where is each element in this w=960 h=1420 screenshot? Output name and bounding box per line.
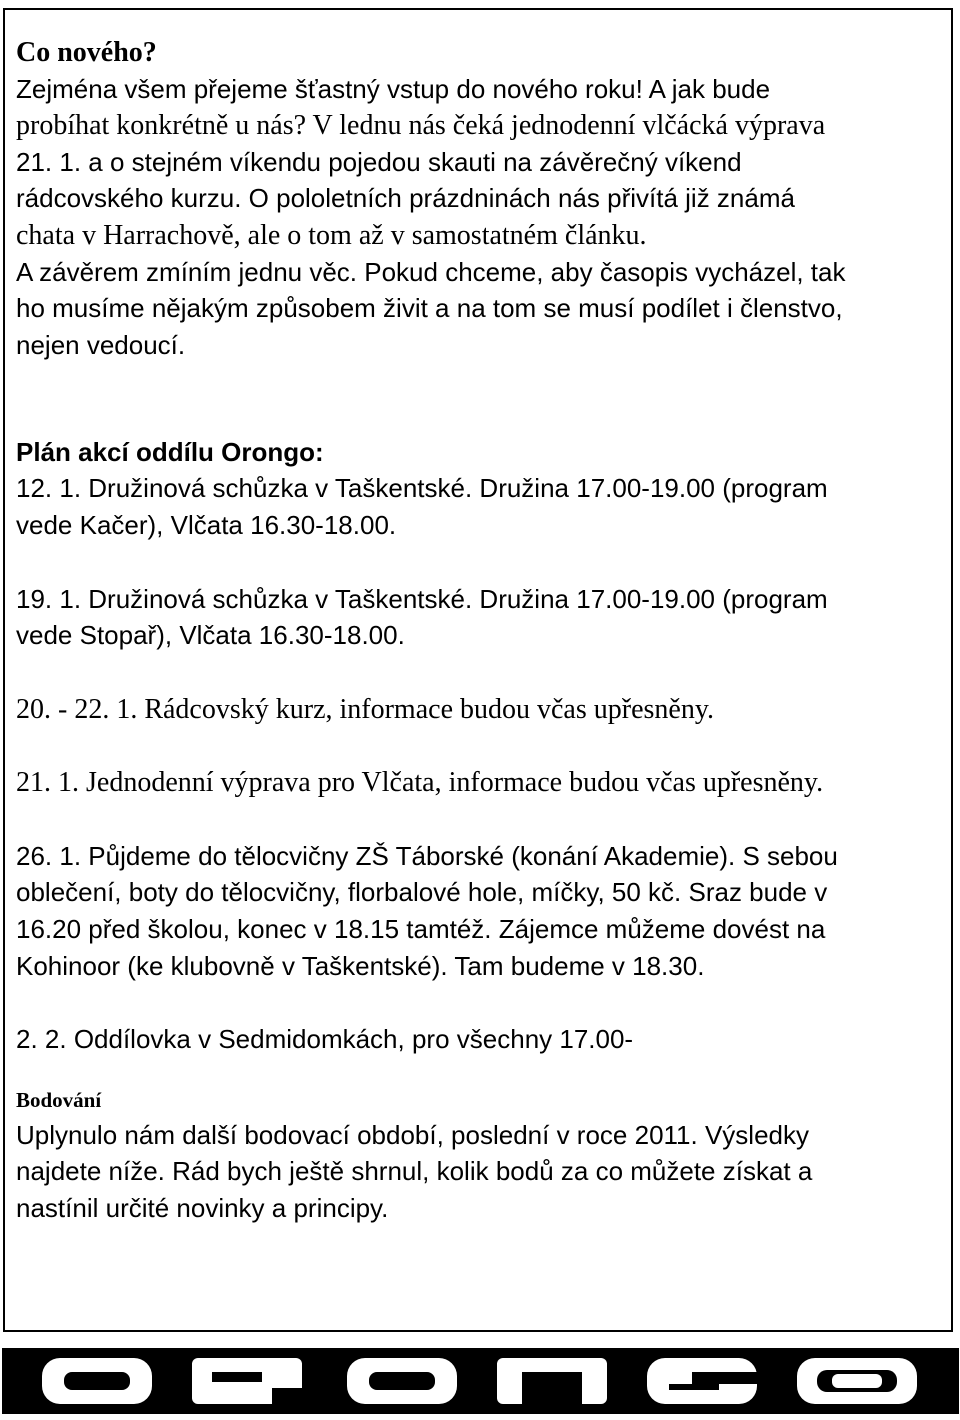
section-heading: Co nového? [16,37,157,68]
text-line: Zejména všem přejeme šťastný vstup do nového roku! A jak bude [16,74,771,104]
orongo-logo-icon [2,1348,959,1414]
event-line: Kohinoor (ke klubovně v Taškentské). Tam budeme v 18.30. [16,951,705,981]
text-line: probíhat konkrétně u nás? V lednu nás čeká jednodenní vlčácká výprava [16,110,826,141]
text-line: nejen vedoucí. [16,330,186,360]
event-line: vede Stopař), Vlčata 16.30-18.00. [16,620,405,650]
text-line: nastínil určité novinky a principy. [16,1193,389,1223]
text-line: ho musíme nějakým způsobem živit a na tom se musí podílet i členstvo, [16,293,843,323]
event-line: 26. 1. Půjdeme do tělocvičny ZŠ Táborské (konání Akademie). S sebou [16,841,838,871]
text-line: A závěrem zmíním jednu věc. Pokud chceme, aby časopis vycházel, tak [16,257,846,287]
text-line: chata v Harrachově, ale o tom až v samostatném článku. [16,220,647,251]
event-line: oblečení, boty do tělocvičny, florbalové hole, míčky, 50 kč. Sraz bude v [16,877,828,907]
event-line: vede Kačer), Vlčata 16.30-18.00. [16,510,397,540]
text-line: najdete níže. Rád bych ještě shrnul, kolik bodů za co můžete získat a [16,1156,813,1186]
text-line: rádcovského kurzu. O pololetních prázdninách nás přivítá již známá [16,183,795,213]
event-line: 12. 1. Družinová schůzka v Taškentské. Družina 17.00-19.00 (program [16,473,828,503]
event-line: 19. 1. Družinová schůzka v Taškentské. Družina 17.00-19.00 (program [16,584,828,614]
event-line: 2. 2. Oddílovka v Sedmidomkách, pro všechny 17.00- [16,1024,634,1054]
event-line: 16.20 před školou, konec v 18.15 tamtéž. Zájemce můžeme dovést na [16,914,826,944]
scoring-heading: Bodování [16,1088,102,1112]
text-line: 21. 1. a o stejném víkendu pojedou skauti na závěrečný víkend [16,147,742,177]
event-line: 21. 1. Jednodenní výprava pro Vlčata, informace budou včas upřesněny. [16,767,824,798]
event-line: 20. - 22. 1. Rádcovský kurz, informace budou včas upřesněny. [16,694,715,725]
text-line: Uplynulo nám další bodovací období, poslední v roce 2011. Výsledky [16,1120,809,1150]
orongo-logo-banner [2,1348,959,1414]
plan-heading: Plán akcí oddílu Orongo: [16,437,324,467]
